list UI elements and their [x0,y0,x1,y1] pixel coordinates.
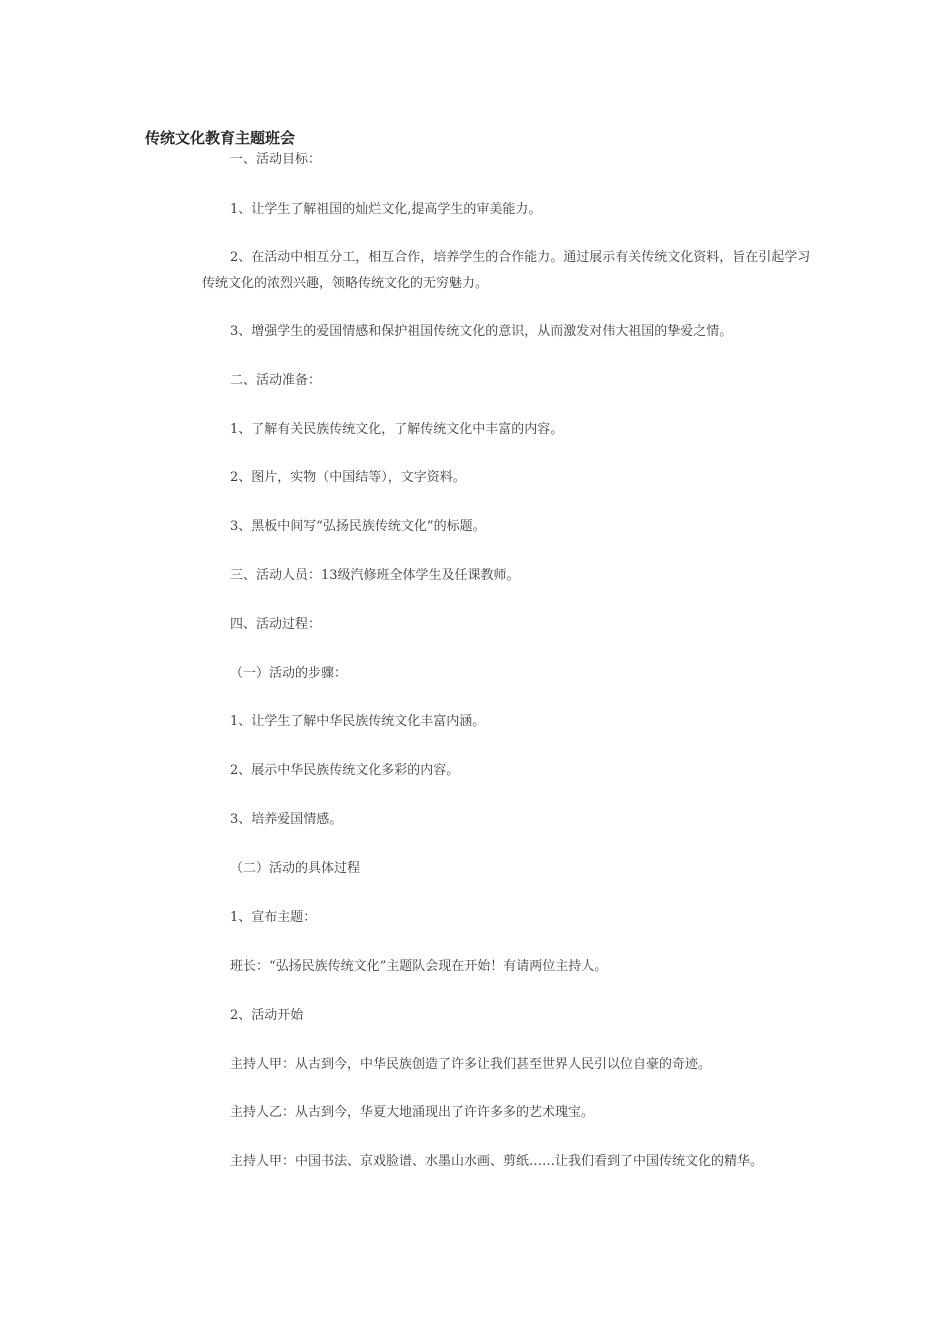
section-heading-goals: 一、活动目标： [230,152,322,167]
goal-item-2: 2、在活动中相互分工，相互合作，培养学生的合作能力。通过展示有关传统文化资料，旨在引起学习传统文化的浓烈兴趣，领略传统文化的无穷魅力。 [202,250,811,291]
dialogue-line-host-a-2: 主持人甲：中国书法、京戏脸谱、水墨山水画、剪纸……让我们看到了中国传统文化的精华。 [230,1154,764,1169]
detail-item-start: 2、活动开始 [230,1008,304,1023]
section-heading-process: 四、活动过程： [230,617,322,632]
section-heading-preparation: 二、活动准备： [230,373,322,388]
subsection-heading-details: （二）活动的具体过程 [230,861,361,876]
dialogue-line-monitor: 班长：“弘扬民族传统文化”主题队会现在开始！有请两位主持人。 [230,959,608,974]
preparation-item-2: 2、图片，实物（中国结等），文字资料。 [230,470,466,485]
section-heading-participants: 三、活动人员：13级汽修班全体学生及任课教师。 [230,568,520,583]
step-item-1: 1、让学生了解中华民族传统文化丰富内涵。 [230,714,486,729]
subsection-heading-steps: （一）活动的步骤： [230,666,348,681]
document-title: 传统文化教育主题班会 [145,129,296,147]
goal-item-1: 1、让学生了解祖国的灿烂文化,提高学生的审美能力。 [230,202,542,217]
preparation-item-1: 1、了解有关民族传统文化，了解传统文化中丰富的内容。 [230,422,564,437]
preparation-item-3: 3、黑板中间写“弘扬民族传统文化”的标题。 [230,519,486,534]
dialogue-line-host-b-1: 主持人乙：从古到今，华夏大地涌现出了许许多多的艺术瑰宝。 [230,1105,595,1120]
step-item-3: 3、培养爱国情感。 [230,812,343,827]
step-item-2: 2、展示中华民族传统文化多彩的内容。 [230,763,460,778]
dialogue-line-host-a-1: 主持人甲：从古到今，中华民族创造了许多让我们甚至世界人民引以位自豪的奇迹。 [230,1057,712,1072]
detail-item-announce: 1、宣布主题： [230,910,317,925]
goal-item-3: 3、增强学生的爱国情感和保护祖国传统文化的意识，从而激发对伟大祖国的挚爱之情。 [230,324,733,339]
